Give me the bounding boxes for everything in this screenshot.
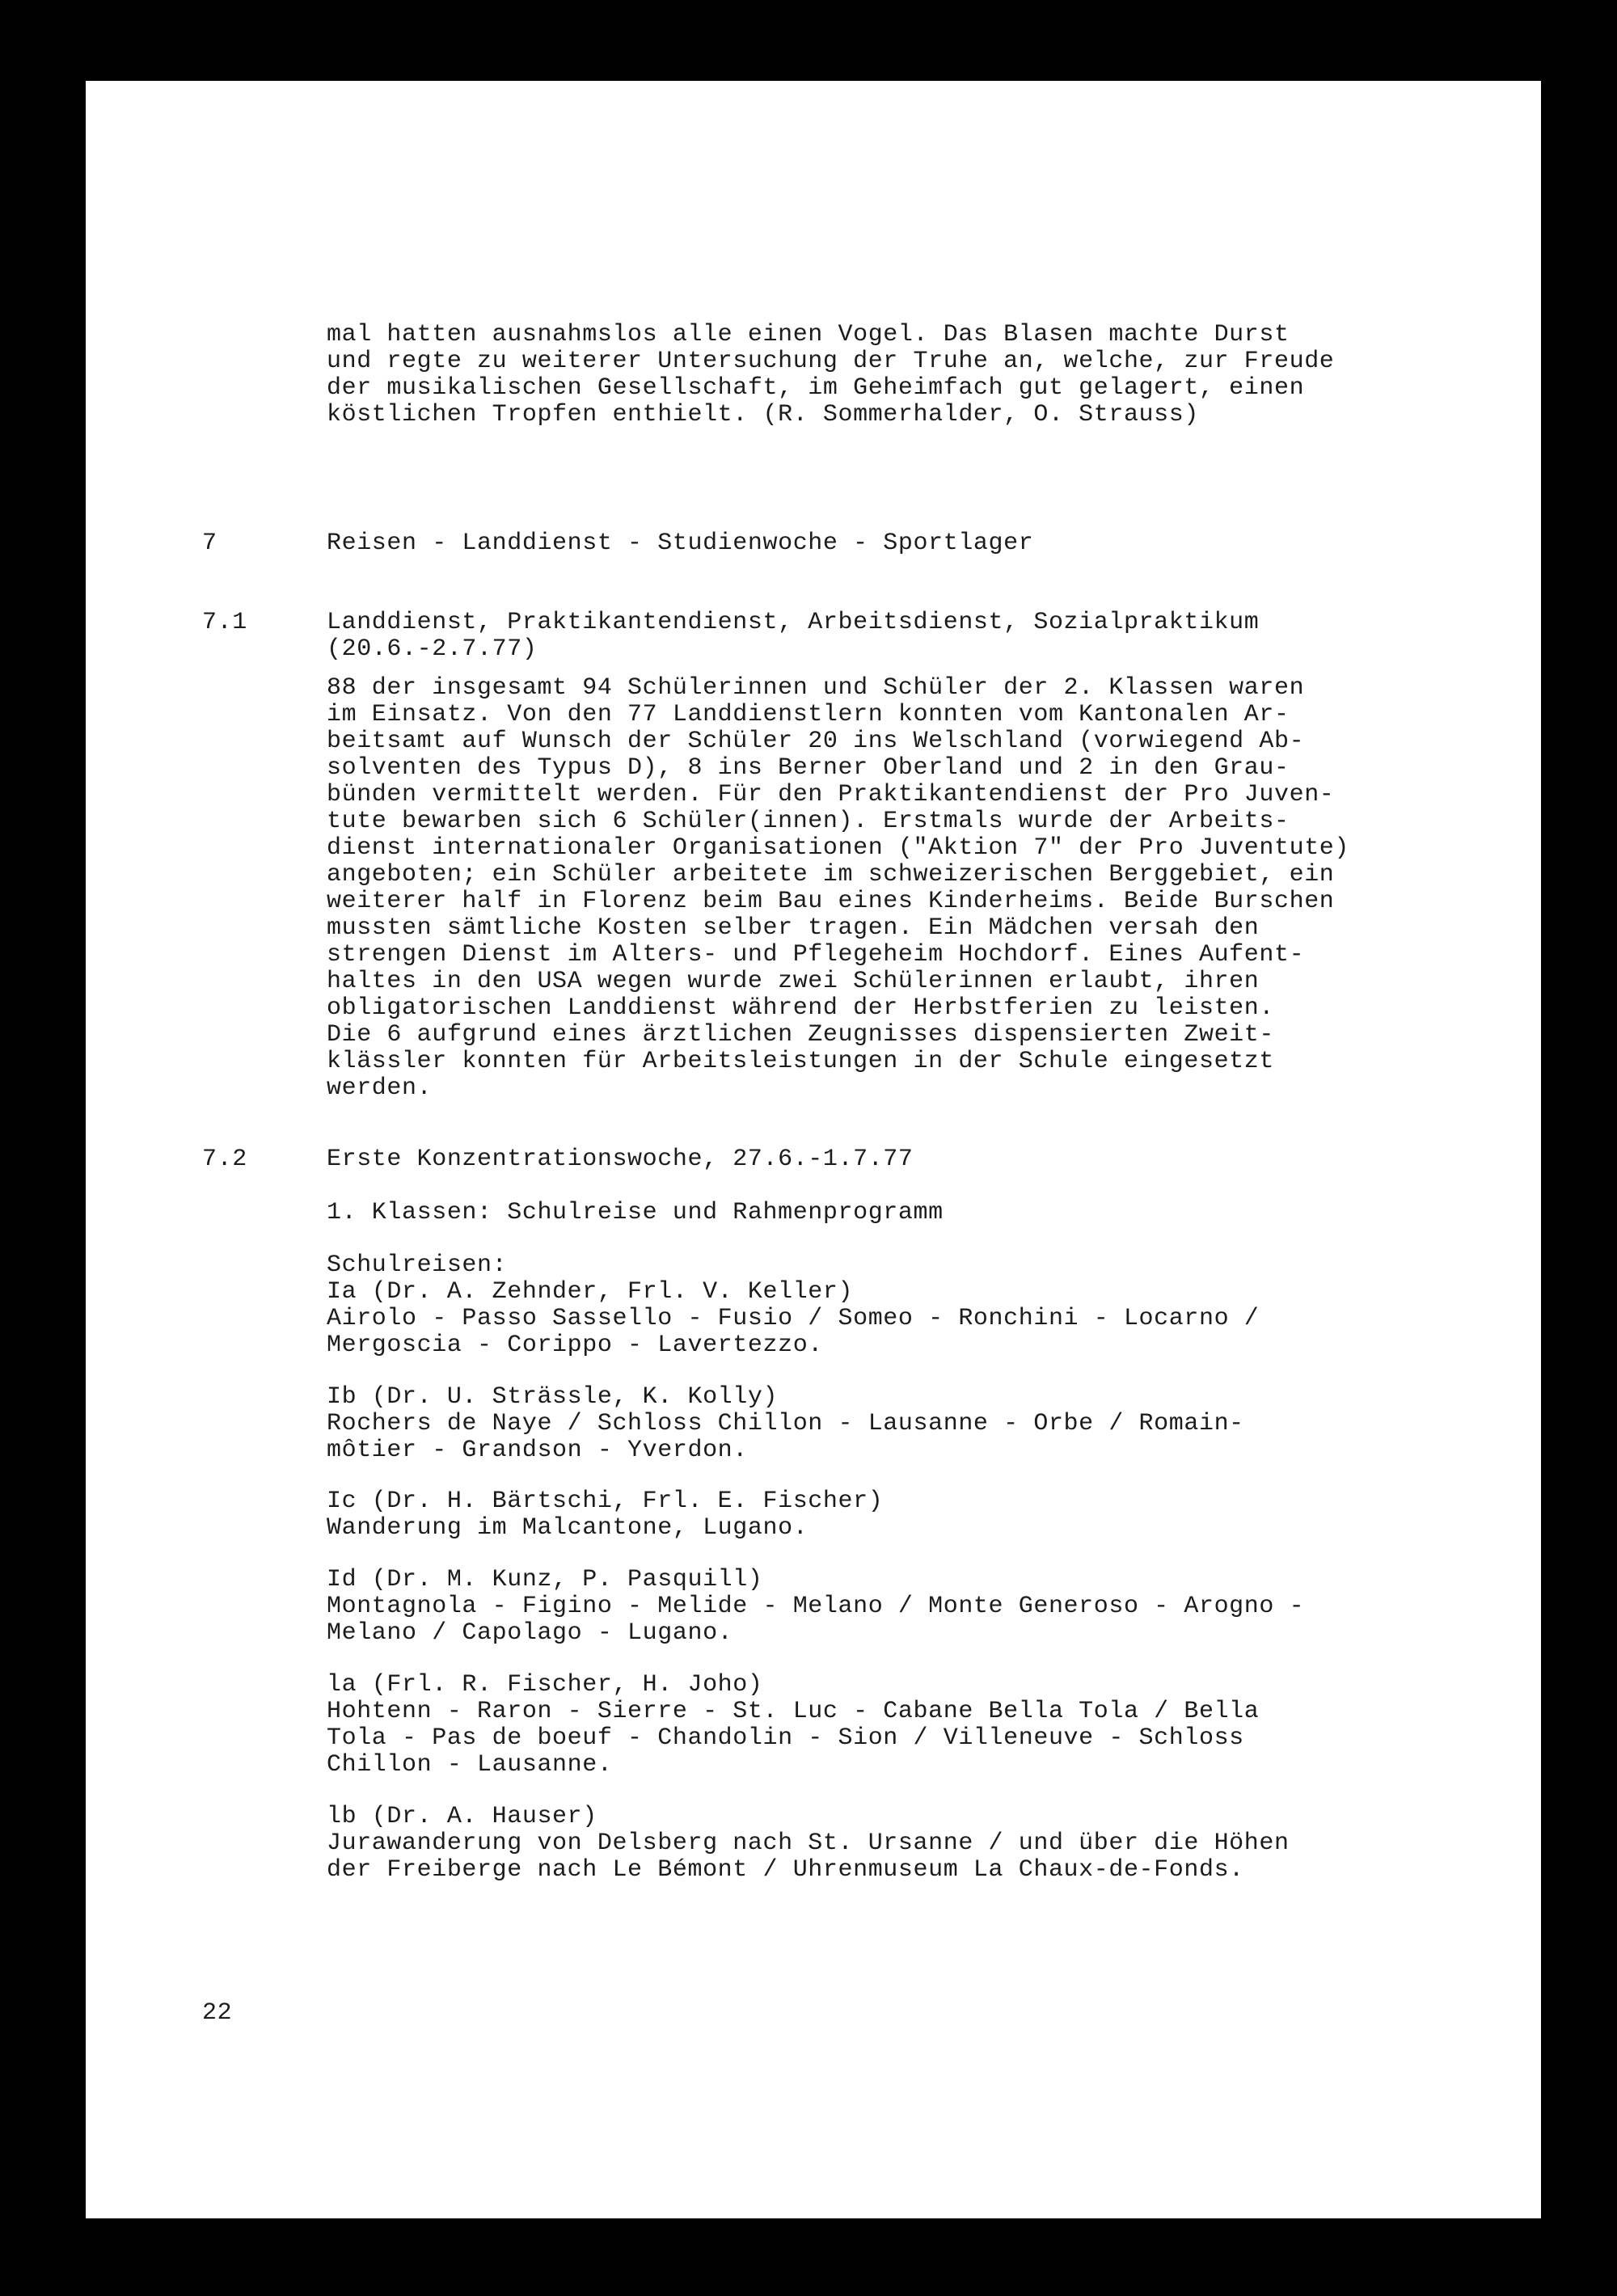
trip-class: lb (Dr. A. Hauser) xyxy=(327,1803,597,1830)
trip-class: Ib (Dr. U. Strässle, K. Kolly) xyxy=(327,1383,779,1411)
section-title: Landdienst, Praktikantendienst, Arbeitsdienst, Sozialpraktikum xyxy=(327,609,1260,636)
text-line: obligatorischen Landdienst während der Herbstferien zu leisten. xyxy=(327,994,1274,1022)
section-number: 7 xyxy=(202,530,217,557)
trip-route: Rochers de Naye / Schloss Chillon - Lausanne - Orbe / Romain- xyxy=(327,1410,1244,1437)
text-line: beitsamt auf Wunsch der Schüler 20 ins Welschland (vorwiegend Ab- xyxy=(327,728,1305,755)
text-line: haltes in den USA wegen wurde zwei Schülerinnen erlaubt, ihren xyxy=(327,968,1260,995)
trip-class: la (Frl. R. Fischer, H. Joho) xyxy=(327,1671,763,1699)
section-number: 7.2 xyxy=(202,1146,247,1173)
trip-class: Ic (Dr. H. Bärtschi, Frl. E. Fischer) xyxy=(327,1488,884,1515)
trip-route: Tola - Pas de boeuf - Chandolin - Sion / Villeneuve - Schloss xyxy=(327,1724,1244,1752)
text-line: und regte zu weiterer Untersuchung der Truhe an, welche, zur Freude xyxy=(327,348,1335,375)
text-line: dienst internationaler Organisationen ("Aktion 7" der Pro Juventute) xyxy=(327,834,1349,862)
text-line: der musikalischen Gesellschaft, im Geheimfach gut gelagert, einen xyxy=(327,374,1305,402)
text-line: klässler konnten für Arbeitsleistungen in der Schule eingesetzt xyxy=(327,1048,1274,1075)
trip-route: Mergoscia - Corippo - Lavertezzo. xyxy=(327,1332,823,1359)
document-page xyxy=(86,81,1541,2218)
text-line: angeboten; ein Schüler arbeitete im schweizerischen Berggebiet, ein xyxy=(327,861,1335,888)
trip-route: Jurawanderung von Delsberg nach St. Ursanne / und über die Höhen xyxy=(327,1830,1290,1857)
trip-route: Montagnola - Figino - Melide - Melano / Monte Generoso - Arogno - xyxy=(327,1593,1305,1620)
text-line: Die 6 aufgrund eines ärztlichen Zeugnisses dispensierten Zweit- xyxy=(327,1021,1274,1049)
trip-route: Hohtenn - Raron - Sierre - St. Luc - Cabane Bella Tola / Bella xyxy=(327,1698,1260,1725)
trip-route: môtier - Grandson - Yverdon. xyxy=(327,1437,748,1464)
trip-route: Melano / Capolago - Lugano. xyxy=(327,1619,733,1647)
text-line: solventen des Typus D), 8 ins Berner Oberland und 2 in den Grau- xyxy=(327,754,1290,782)
text-line: köstlichen Tropfen enthielt. (R. Sommerhalder, O. Strauss) xyxy=(327,401,1199,428)
trip-route: Airolo - Passo Sassello - Fusio / Someo - Ronchini - Locarno / xyxy=(327,1305,1260,1332)
trip-class: Ia (Dr. A. Zehnder, Frl. V. Keller) xyxy=(327,1278,854,1306)
text-line: 88 der insgesamt 94 Schülerinnen und Schüler der 2. Klassen waren xyxy=(327,674,1305,702)
trip-route: Wanderung im Malcantone, Lugano. xyxy=(327,1514,808,1542)
text-line: im Einsatz. Von den 77 Landdienstlern konnten vom Kantonalen Ar- xyxy=(327,701,1290,728)
section-title: Erste Konzentrationswoche, 27.6.-1.7.77 xyxy=(327,1146,914,1173)
section-number: 7.1 xyxy=(202,609,247,636)
text-line: mussten sämtliche Kosten selber tragen. Ein Mädchen versah den xyxy=(327,914,1260,942)
section-title: Reisen - Landdienst - Studienwoche - Sportlager xyxy=(327,530,1034,557)
trip-route: der Freiberge nach Le Bémont / Uhrenmuseum La Chaux-de-Fonds. xyxy=(327,1856,1244,1884)
page-number: 22 xyxy=(202,1999,233,2027)
text-line: bünden vermittelt werden. Für den Praktikantendienst der Pro Juven- xyxy=(327,781,1335,808)
section-title-continued: (20.6.-2.7.77) xyxy=(327,635,538,663)
text-line: tute bewarben sich 6 Schüler(innen). Erstmals wurde der Arbeits- xyxy=(327,808,1290,835)
text-line: werden. xyxy=(327,1074,433,1102)
text-line: strengen Dienst im Alters- und Pflegeheim Hochdorf. Eines Aufent- xyxy=(327,941,1305,969)
text-line: mal hatten ausnahmslos alle einen Vogel. Das Blasen machte Durst xyxy=(327,321,1290,348)
trip-route: Chillon - Lausanne. xyxy=(327,1751,613,1779)
trip-class: Id (Dr. M. Kunz, P. Pasquill) xyxy=(327,1566,763,1593)
text-line: weiterer half in Florenz beim Bau eines Kinderheims. Beide Burschen xyxy=(327,888,1335,915)
schulreisen-label: Schulreisen: xyxy=(327,1251,508,1279)
section-subtitle: 1. Klassen: Schulreise und Rahmenprogramm xyxy=(327,1199,944,1226)
